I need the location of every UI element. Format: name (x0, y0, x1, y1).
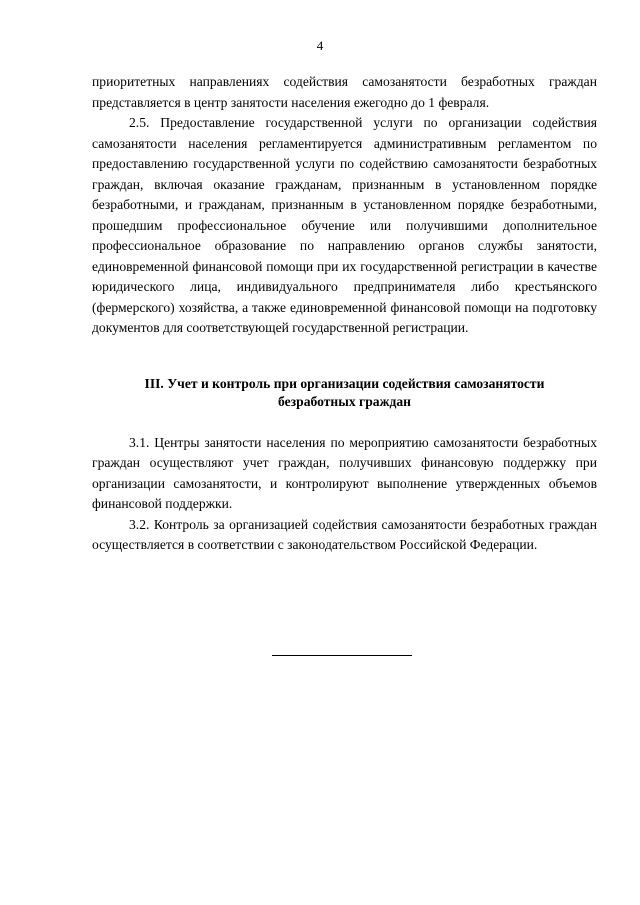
paragraph-2-5: 2.5. Предоставление государственной услуги по организации содействия самозанятости населения регламентируется административным регламентом по предоставлению государственной услуги по содействию самозанятости безработных граждан, включая оказание гражданам, признанным в установленном порядке безработными, и гражданам, признанным в установленном порядке безработными, прошедшим профессиональное обучение или получившими дополнительное профессиональное образование по направлению органов службы занятости, единовременной финансовой помощи при их государственной регистрации в качестве юридического лица, индивидуального предпринимателя либо крестьянского (фермерского) хозяйства, а также единовременной финансовой помощи на подготовку документов для соответствующей государственной регистрации. (92, 115, 597, 335)
paragraph-3-1: 3.1. Центры занятости населения по мероприятию самозанятости безработных граждан осуществляют учет граждан, получивших финансовую поддержку при организации самозанятости, и контролируют выполнение утвержденных объемов финансовой поддержки. (92, 434, 597, 511)
section-heading (92, 375, 597, 411)
page-number: 4 (316, 38, 324, 53)
section-heading-line-1: III. Учет и контроль при организации содействия самозанятости (144, 375, 545, 391)
paragraph-3-2: 3.2. Контроль за организацией содействия самозанятости безработных граждан осуществляется в соответствии с законодательством Российской Федерации. (92, 516, 597, 552)
closing-divider (272, 655, 412, 656)
section-heading-line-2: безработных граждан (278, 393, 411, 409)
intro-paragraph: приоритетных направлениях содействия самозанятости безработных граждан представляется в центр занятости населения ежегодно до 1 февраля. (92, 74, 597, 110)
document-body (92, 72, 597, 556)
